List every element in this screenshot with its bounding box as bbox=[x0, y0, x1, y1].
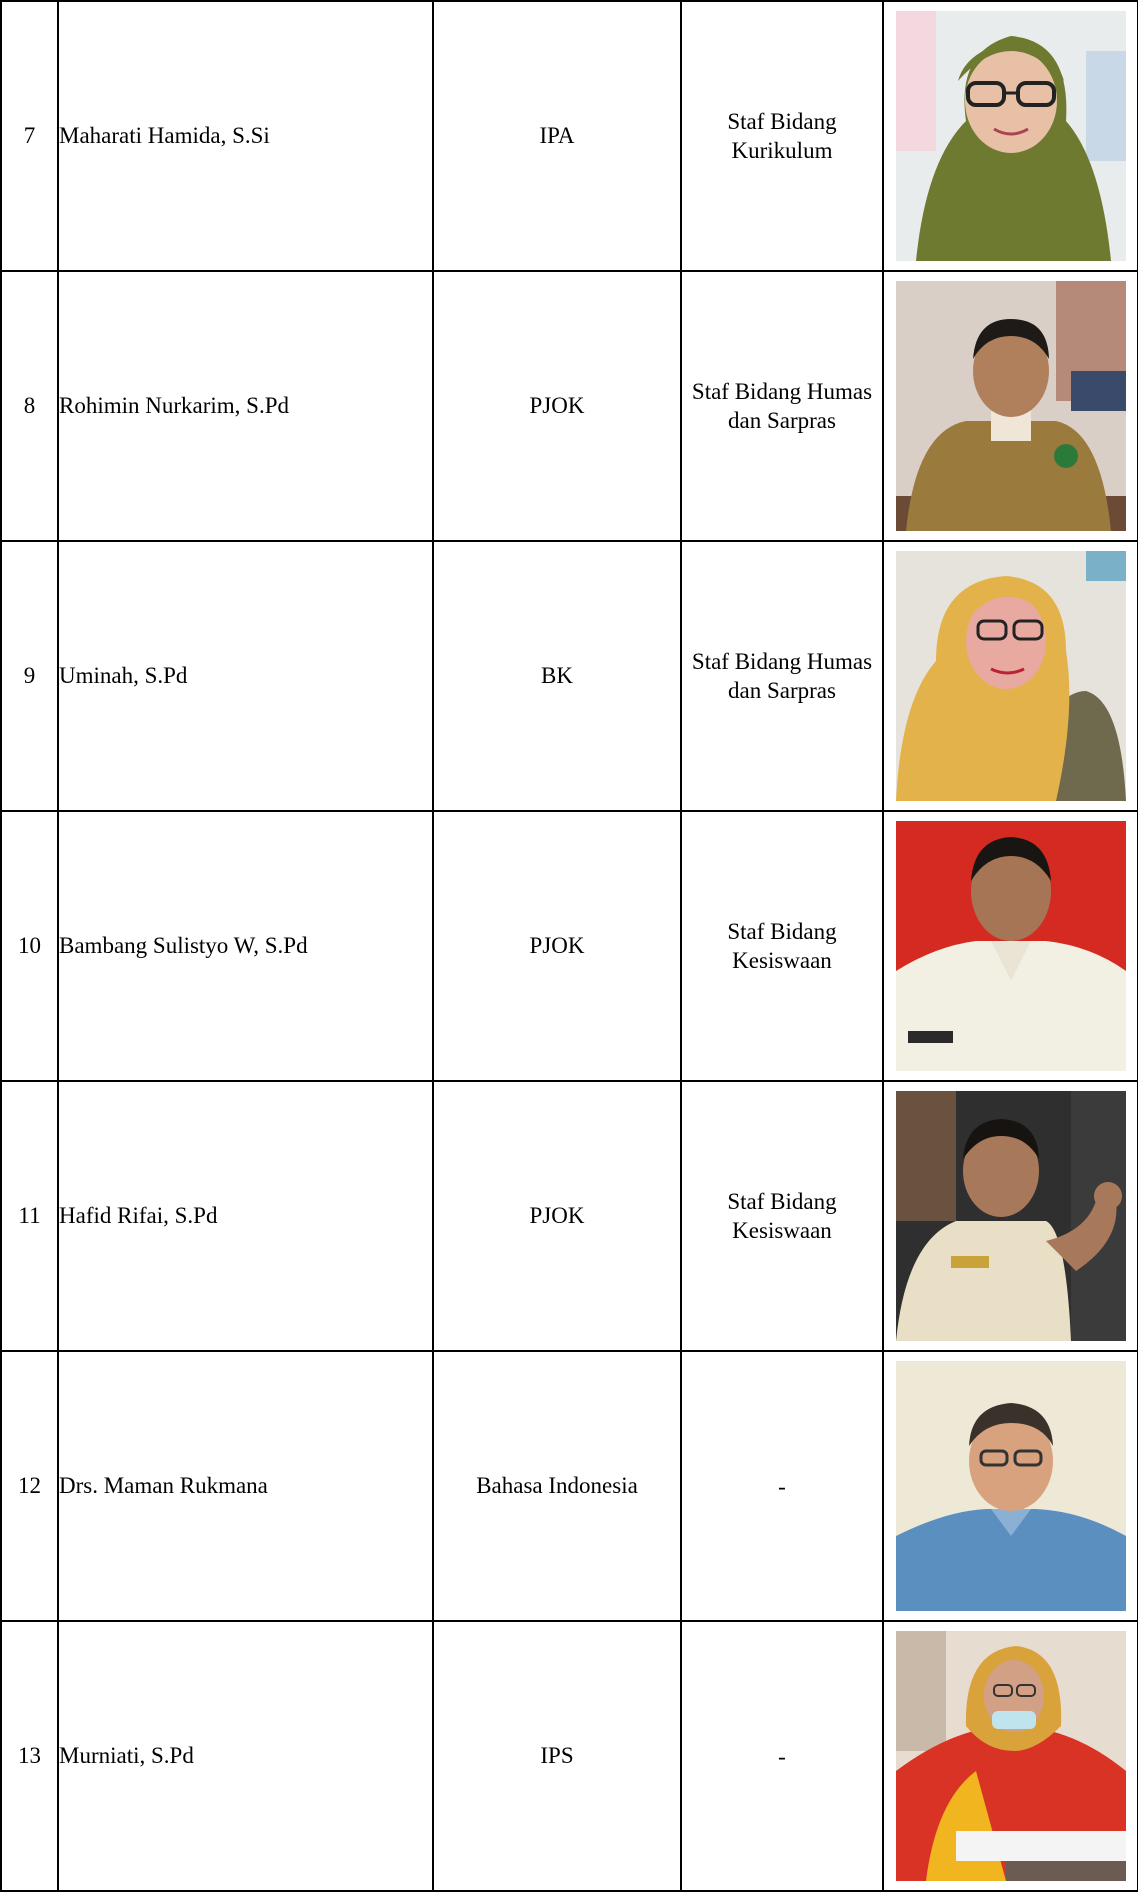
role-line-1: Staf Bidang bbox=[727, 1189, 837, 1214]
photo-cell bbox=[883, 811, 1138, 1081]
photo-cell bbox=[883, 271, 1138, 541]
photo-cell bbox=[883, 1081, 1138, 1351]
photo-cell bbox=[883, 1621, 1138, 1891]
role-line-2: Kesiswaan bbox=[732, 1218, 832, 1243]
teacher-name: Bambang Sulistyo W, S.Pd bbox=[58, 811, 433, 1081]
row-number: 12 bbox=[1, 1351, 58, 1621]
subject: IPS bbox=[433, 1621, 681, 1891]
row-number: 11 bbox=[1, 1081, 58, 1351]
role-line-1: - bbox=[778, 1743, 786, 1769]
table-row bbox=[1, 541, 1138, 811]
photo-cell bbox=[883, 1, 1138, 271]
subject: IPA bbox=[433, 1, 681, 271]
role-line-2: Kesiswaan bbox=[732, 948, 832, 973]
table-row bbox=[1, 271, 1138, 541]
teacher-name: Maharati Hamida, S.Si bbox=[58, 1, 433, 271]
role-line-2: dan Sarpras bbox=[728, 678, 836, 703]
subject: PJOK bbox=[433, 1081, 681, 1351]
role bbox=[681, 541, 883, 811]
role bbox=[681, 1081, 883, 1351]
role-line-1: - bbox=[778, 1473, 786, 1499]
teacher-name: Murniati, S.Pd bbox=[58, 1621, 433, 1891]
role-line-2: Kurikulum bbox=[731, 138, 833, 163]
portrait-photo bbox=[896, 281, 1126, 531]
portrait-photo bbox=[896, 1091, 1126, 1341]
teacher-name: Rohimin Nurkarim, S.Pd bbox=[58, 271, 433, 541]
role bbox=[681, 1351, 883, 1621]
subject: BK bbox=[433, 541, 681, 811]
row-number: 10 bbox=[1, 811, 58, 1081]
table-row bbox=[1, 811, 1138, 1081]
row-number: 7 bbox=[1, 1, 58, 271]
teacher-name: Hafid Rifai, S.Pd bbox=[58, 1081, 433, 1351]
role bbox=[681, 1, 883, 271]
role bbox=[681, 1621, 883, 1891]
portrait-photo bbox=[896, 821, 1126, 1071]
portrait-photo bbox=[896, 1631, 1126, 1881]
table-row bbox=[1, 1351, 1138, 1621]
table-row bbox=[1, 1081, 1138, 1351]
subject: PJOK bbox=[433, 811, 681, 1081]
role-line-1: Staf Bidang Humas bbox=[691, 379, 873, 404]
teacher-name: Uminah, S.Pd bbox=[58, 541, 433, 811]
role bbox=[681, 811, 883, 1081]
portrait-photo bbox=[896, 1361, 1126, 1611]
role bbox=[681, 271, 883, 541]
photo-cell bbox=[883, 541, 1138, 811]
row-number: 13 bbox=[1, 1621, 58, 1891]
table-row bbox=[1, 1621, 1138, 1891]
teacher-name: Drs. Maman Rukmana bbox=[58, 1351, 433, 1621]
portrait-photo bbox=[896, 11, 1126, 261]
subject: PJOK bbox=[433, 271, 681, 541]
photo-cell bbox=[883, 1351, 1138, 1621]
role-line-1: Staf Bidang Humas bbox=[691, 649, 873, 674]
role-line-1: Staf Bidang bbox=[727, 109, 837, 134]
role-line-2: dan Sarpras bbox=[728, 408, 836, 433]
table-row bbox=[1, 1, 1138, 271]
portrait-photo bbox=[896, 551, 1126, 801]
row-number: 8 bbox=[1, 271, 58, 541]
role-line-1: Staf Bidang bbox=[727, 919, 837, 944]
row-number: 9 bbox=[1, 541, 58, 811]
subject: Bahasa Indonesia bbox=[433, 1351, 681, 1621]
